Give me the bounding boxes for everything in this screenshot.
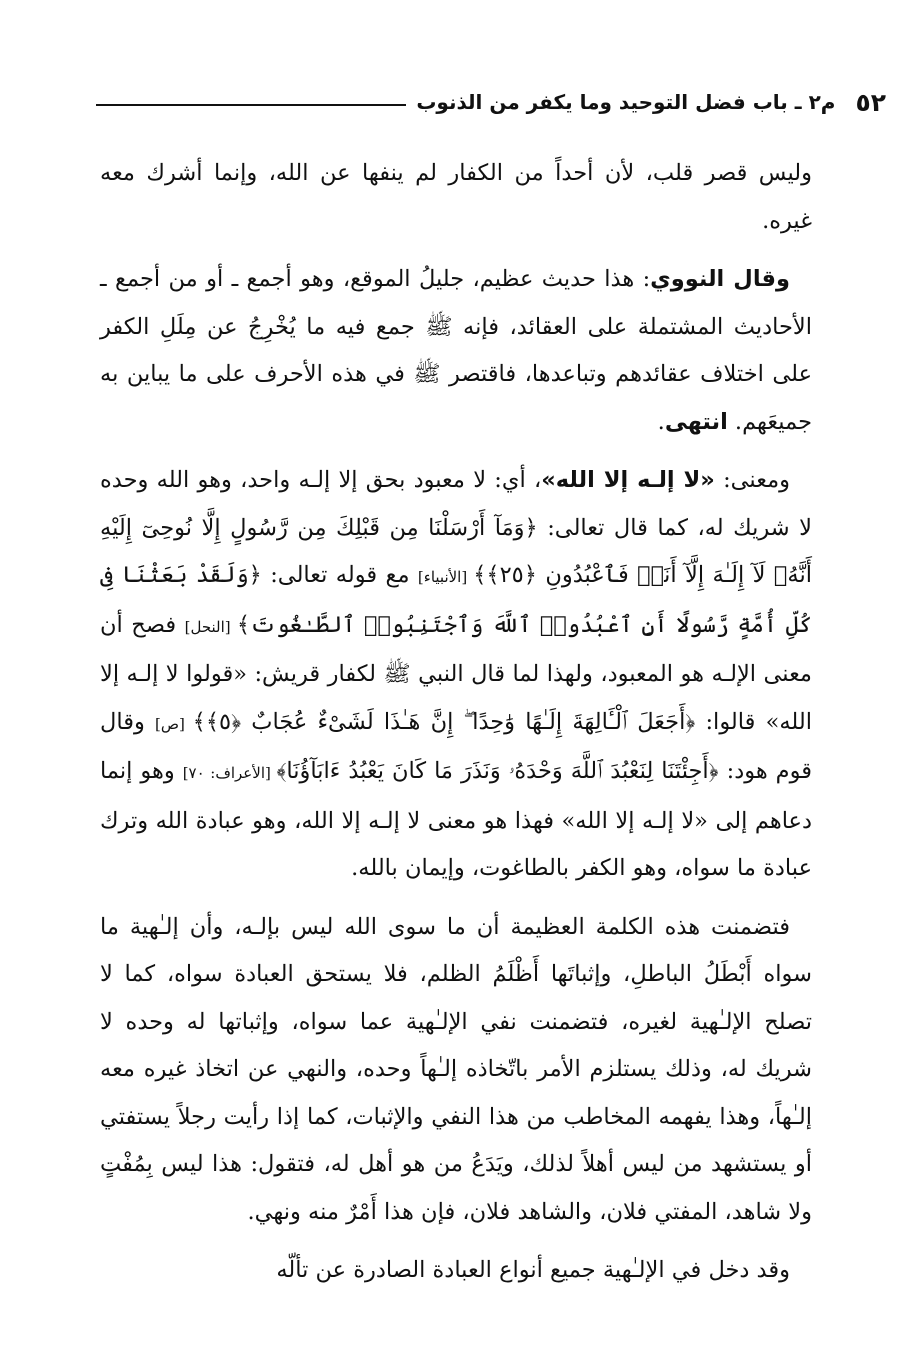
text-run: مع قوله تعالى: [261,562,418,588]
paragraph [100,457,812,893]
paragraph [100,904,812,1237]
running-head: م٢ ـ باب فضل التوحيد وما يكفر من الذنوب [416,90,836,114]
text-run: : هذا حديث عظيم، جليلُ الموقع، وهو أجمع ـ أو من أجمع ـ الأحاديث المشتملة على العقائد، فإنه ﷺ جمع فيه ما يُخْرِجُ عن مِلَلِ الكفر على اختلاف عقائدهم وتباعدها، فاقتصر ﷺ في هذه الأحرف على ما يباين به جميعَهم. [100,266,812,435]
surah-reference: [الأنبياء] [417,568,474,586]
page-header [96,80,886,124]
paragraph [100,1247,812,1295]
text-run: فصح أن معنى الإلـه هو المعبود، ولهذا لما قال النبي ﷺ لكفار قريش: «قولوا لا إلـه إلا الله» قالوا: [100,611,812,735]
header-rule [96,104,406,106]
paragraph [100,256,812,446]
quran-verse: ﴿وَمَآ أَرْسَلْنَا مِن قَبْلِكَ مِن رَّسُولٍ إِلَّا نُوحِىٓ إِلَيْهِ أَنَّهُۥ لَآ إِلَـٰهَ إِلَّآ أَنَا۠ فَٱعْبُدُونِ ﴿٢٥﴾﴾ [100,514,812,588]
text-run: فتضمنت هذه الكلمة العظيمة أن ما سوى الله ليس بإلـه، وأن إلـٰهية ما سواه أَبْطَلُ الباطلِ، وإثباتَها أَظْلَمُ الظلم، فلا يستحق العبادة سواه، كما لا تصلح الإلـٰهية لغيره، فتضمنت نفي الإلـٰهية عما سواه، وإثباتها له وحده لا شريك له، وذلك يستلزم الأمر باتّخاذه إلـٰهاً وحده، والنهي عن اتخاذ غيره معه إلـٰهاً، وهذا يفهمه المخاطب من هذا النفي والإثبات، كما إذا رأيت رجلاً يستفتي أو يستشهد من ليس أهلاً لذلك، ويَدَعُ من هو أهل له، فتقول: هذا ليس بِمُفْتٍ ولا شاهد، المفتي فلان، والشاهد فلان، فإن هذا أَمْرٌ منه ونهي. [100,913,812,1225]
body-text [100,150,812,1306]
quran-verse: ﴿وَلَقَدْ بَعَثْنَا فِى كُلِّ أُمَّةٍ رَّسُولًا أَنِ ٱعْبُدُوا۟ ٱللَّهَ وَٱجْتَنِبُوا۟ ٱلطَّـٰغُوتَ﴾ [100,562,813,638]
quran-verse: ﴿أَجِئْتَنَا لِنَعْبُدَ ٱللَّهَ وَحْدَهُۥ وَنَذَرَ مَا كَانَ يَعْبُدُ ءَابَآؤُنَا﴾ [276,758,719,784]
text-run: وليس قصر قلب، لأن أحداً من الكفار لم ينفها عن الله، وإنما أشرك معه غيره. [100,160,812,234]
text-run: ومعنى: [714,467,790,493]
bold-term: وقال النووي [650,266,790,292]
text-run: وقد دخل في الإلـٰهية جميع أنواع العبادة الصادرة عن تألّه [276,1257,790,1283]
paragraph [100,150,812,245]
text-run: وقال قوم هود: [100,708,812,784]
page-number: ٥٢ [855,87,886,117]
text-run: وهو إنما دعاهم إلى «لا إلـه إلا الله» فهذا هو معنى لا إلـه إلا الله، وهو عبادة الله وترك عبادة ما سواه، وهو الكفر بالطاغوت، وإيمان بالله. [100,758,812,881]
bold-term: «لا إلـه إلا الله» [541,467,715,493]
surah-reference: [النحل] [184,617,237,636]
surah-reference: [الأعراف: ٧٠] [182,764,277,782]
bold-term: انتهى [664,408,728,435]
surah-reference: [ص] [155,714,193,733]
quran-verse: ﴿أَجَعَلَ ٱلْـَٔالِهَةَ إِلَـٰهًا وَٰحِدًا ۖ إِنَّ هَـٰذَا لَشَىْءٌ عُجَابٌ ﴿٥﴾﴾ [192,708,696,735]
text-run: . [657,408,665,435]
text-run: ، أي: لا معبود بحق إلا إلـه واحد، وهو الله وحده لا شريك له، كما قال تعالى: [100,467,812,541]
